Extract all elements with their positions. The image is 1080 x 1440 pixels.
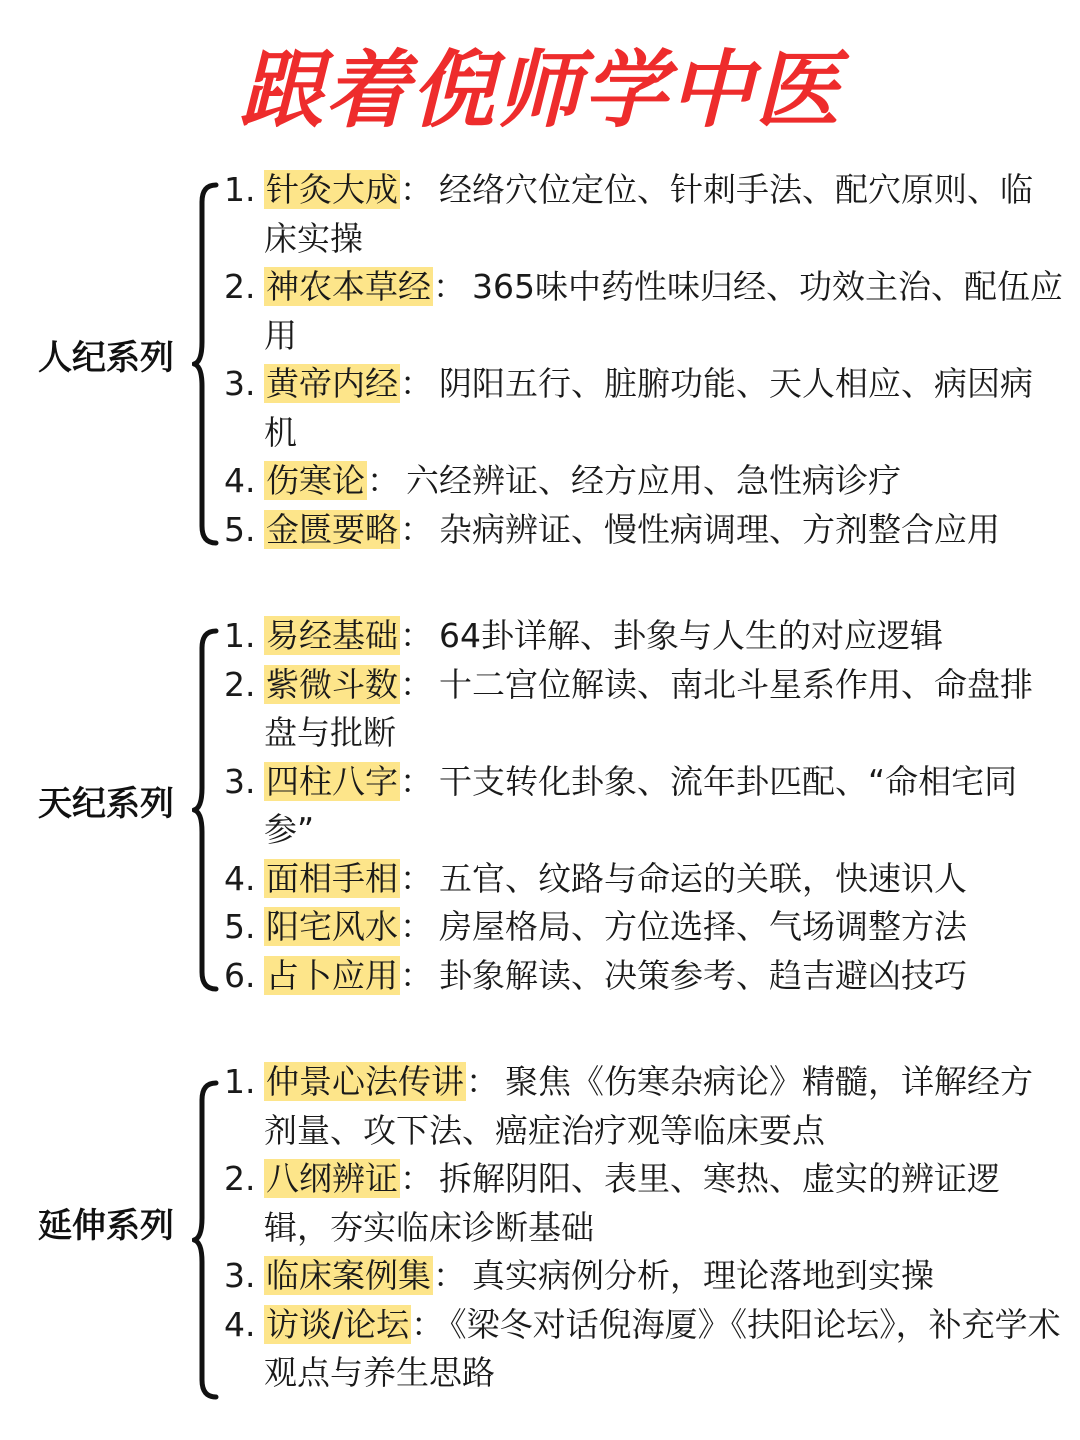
item-title: 面相手相: [266, 858, 398, 898]
item-title: 神农本草经: [266, 267, 431, 306]
page-title: 跟着倪师学中医: [238, 41, 841, 139]
section-label: 人纪系列: [38, 338, 174, 378]
item-title: 黄帝内经: [266, 364, 398, 403]
list-item: 1. 易经基础： 64卦详解、卦象与人生的对应逻辑: [224, 616, 943, 655]
item-title: 阳宅风水: [266, 907, 398, 946]
item-desc: 五官、纹路与命运的关联，快速识人: [439, 858, 967, 898]
item-desc: 卦象解读、决策参考、趋吉避凶技巧: [439, 955, 967, 995]
item-list: [224, 166, 1064, 554]
item-title: 易经基础: [266, 616, 398, 655]
item-desc: 十二宫位解读、南北斗星系作用、命盘排盘与批断: [264, 664, 1033, 752]
list-item: 6. 占卜应用： 卦象解读、决策参考、趋吉避凶技巧: [224, 955, 967, 995]
list-item: 4. 访谈/论坛： 《梁冬对话倪海厦》《扶阳论坛》，补充学术观点与养生思路: [224, 1304, 1061, 1392]
list-item: 1. 仲景心法传讲： 聚焦《伤寒杂病论》精髓，详解经方剂量、攻下法、癌症治疗观等临床要点: [224, 1062, 1033, 1150]
list-item: 4. 面相手相： 五官、纹路与命运的关联，快速识人: [224, 858, 967, 898]
item-title: 占卜应用: [266, 955, 398, 995]
item-desc: 阴阳五行、脏腑功能、天人相应、病因病机: [264, 364, 1033, 452]
item-desc: 64卦详解、卦象与人生的对应逻辑: [439, 616, 943, 655]
list-item: 2. 神农本草经： 365味中药性味归经、功效主治、配伍应用: [224, 267, 1063, 355]
list-item: 2. 八纲辨证： 拆解阴阳、表里、寒热、虚实的辨证逻辑，夯实临床诊断基础: [224, 1159, 1000, 1247]
item-desc: 拆解阴阳、表里、寒热、虚实的辨证逻辑，夯实临床诊断基础: [264, 1159, 1000, 1247]
list-item: 3. 临床案例集： 真实病例分析，理论落地到实操: [224, 1256, 934, 1295]
item-desc: 六经辨证、经方应用、急性病诊疗: [406, 461, 901, 500]
item-list: [224, 1058, 1064, 1398]
section-label: 天纪系列: [38, 784, 174, 824]
curly-brace-icon: [192, 628, 222, 992]
item-desc: 干支转化卦象、流年卦匹配、“命相宅同参”: [264, 761, 1018, 849]
curly-brace-icon: [192, 182, 222, 546]
section-label: 延伸系列: [38, 1206, 174, 1246]
list-item: 5. 阳宅风水： 房屋格局、方位选择、气场调整方法: [224, 907, 967, 946]
item-desc: 《梁冬对话倪海厦》《扶阳论坛》，补充学术观点与养生思路: [264, 1304, 1061, 1392]
item-title: 四柱八字: [266, 761, 398, 801]
list-item: 5. 金匮要略： 杂病辨证、慢性病调理、方剂整合应用: [224, 509, 1000, 549]
item-title: 紫微斗数: [266, 664, 398, 704]
item-title: 访谈/论坛: [266, 1304, 410, 1344]
item-desc: 杂病辨证、慢性病调理、方剂整合应用: [439, 509, 1000, 549]
curly-brace-icon: [192, 1080, 222, 1400]
item-title: 八纲辨证: [266, 1159, 398, 1198]
item-title: 金匮要略: [266, 509, 398, 549]
item-desc: 经络穴位定位、针刺手法、配穴原则、临床实操: [264, 170, 1033, 258]
list-item: 1. 针灸大成： 经络穴位定位、针刺手法、配穴原则、临床实操: [224, 170, 1033, 258]
item-desc: 真实病例分析，理论落地到实操: [472, 1256, 934, 1295]
list-item: 4. 伤寒论： 六经辨证、经方应用、急性病诊疗: [224, 461, 901, 500]
item-desc: 365味中药性味归经、功效主治、配伍应用: [264, 267, 1063, 355]
item-desc: 聚焦《伤寒杂病论》精髓，详解经方剂量、攻下法、癌症治疗观等临床要点: [264, 1062, 1033, 1150]
item-title: 伤寒论: [266, 461, 365, 500]
list-item: 3. 四柱八字： 干支转化卦象、流年卦匹配、“命相宅同参”: [224, 761, 1018, 849]
item-desc: 房屋格局、方位选择、气场调整方法: [439, 907, 967, 946]
item-title: 仲景心法传讲: [266, 1062, 464, 1101]
item-list: [224, 612, 1064, 1000]
list-item: 3. 黄帝内经： 阴阳五行、脏腑功能、天人相应、病因病机: [224, 364, 1033, 452]
list-item: 2. 紫微斗数： 十二宫位解读、南北斗星系作用、命盘排盘与批断: [224, 664, 1033, 752]
item-title: 临床案例集: [266, 1256, 431, 1295]
item-title: 针灸大成: [266, 170, 398, 209]
